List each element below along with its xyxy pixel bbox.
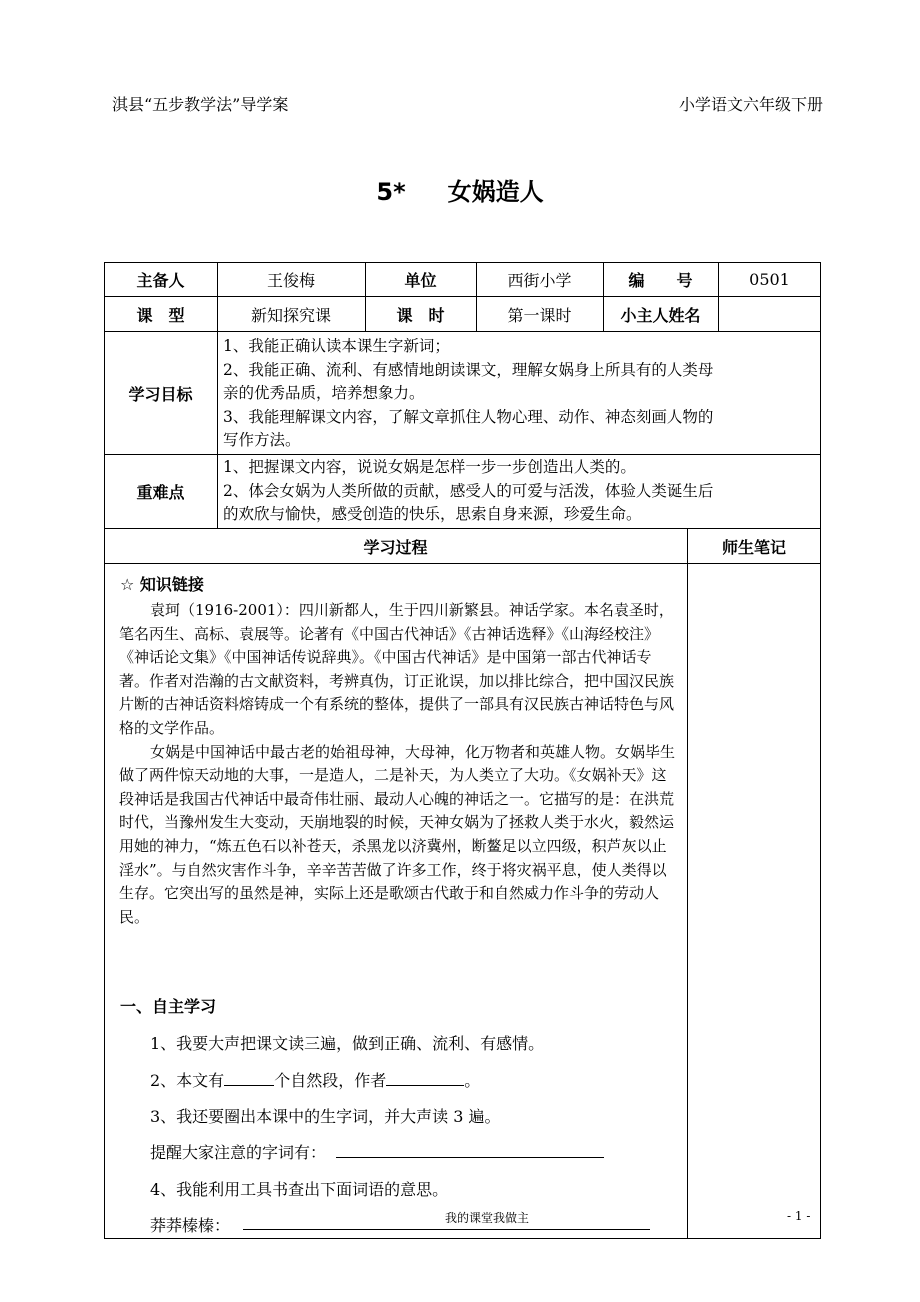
goal-line: 3、我能理解课文内容，了解文章抓住人物心理、动作、神态刻画人物的: [223, 407, 714, 426]
key-points-text: [223, 456, 819, 527]
word-meaning-blank[interactable]: [243, 1229, 650, 1230]
value-lesson-type: 新知探究课: [250, 306, 331, 325]
label-preparer: 主备人: [136, 271, 185, 290]
value-student-name[interactable]: [718, 297, 821, 332]
reminder-label: 提醒大家注意的字词有：: [150, 1143, 327, 1162]
task-paragraph-count: [150, 1068, 480, 1091]
page-number: - 1 -: [787, 1209, 811, 1223]
task-read-aloud: 1、我要大声把课文读三遍，做到正确、流利、有感情。: [150, 1034, 545, 1053]
goal-line: 2、我能正确、流利、有感情地朗读课文，理解女娲身上所具有的人类母: [223, 360, 714, 379]
row-divider: [104, 563, 821, 564]
label-unit: 单位: [404, 271, 437, 290]
task-2-suffix: 。: [464, 1071, 481, 1090]
label-lesson-type: 课 型: [136, 306, 185, 325]
label-student-name: 小主人姓名: [620, 306, 701, 325]
value-period: 第一课时: [507, 306, 572, 325]
value-unit: 西街小学: [507, 271, 572, 290]
author-blank[interactable]: [386, 1071, 464, 1086]
goal-line: 写作方法。: [223, 431, 301, 449]
task-dictionary: 4、我能利用工具书查出下面词语的意思。: [150, 1180, 449, 1199]
lesson-title: 女娲造人: [447, 178, 544, 206]
header-right: 小学语文六年级下册: [678, 95, 823, 114]
label-notes: 师生笔记: [721, 537, 786, 557]
value-preparer: 王俊梅: [266, 271, 315, 290]
knowledge-title: ☆ 知识链接: [120, 575, 204, 594]
page-title: [0, 172, 920, 207]
lesson-number: 5*: [376, 178, 406, 206]
reminder-blank[interactable]: [336, 1143, 604, 1158]
key-point-line: 2、体会女娲为人类所做的贡献，感受人的可爱与活泼，体验人类诞生后: [223, 481, 714, 500]
footer-center: 我的课堂我做主: [445, 1211, 530, 1225]
knowledge-paragraph: 女娲是中国神话中最古老的始祖母神，大母神，化万物者和英雄人物。女娲毕生做了两件惊天动地的大事，一是造人，二是补天，为人类立了大功。《女娲补天》这段神话是我国古代神话中最奇伟壮丽、最动人心魄的神话之一。它描写的是：在洪荒时代，当豫州发生大变动，天崩地裂的时候，天神女娲为了拯救人类于水火，毅然运用她的神力，“炼五色石以补苍天，杀黑龙以济冀州，断鳌足以立四级，积芦灰以止淫水”。与自然灾害作斗争，辛辛苦苦做了许多工作，终于将灾祸平息，使人类得以生存。它突出写的虽然是神，实际上还是歌颂古代敢于和自然威力作斗争的劳动人民。: [119, 742, 676, 926]
goal-line: 1、我能正确认读本课生字新词；: [223, 337, 450, 355]
task-2-prefix: 2、本文有: [150, 1071, 225, 1090]
reminder-row: [150, 1140, 604, 1163]
label-key-points: 重难点: [136, 483, 185, 502]
key-point-line: 1、把握课文内容，说说女娲是怎样一步一步创造出人类的。: [223, 458, 636, 476]
label-period: 课 时: [396, 306, 445, 325]
word-row: [150, 1213, 230, 1236]
knowledge-body: [119, 599, 681, 929]
knowledge-paragraph: 袁珂（1916-2001）：四川新都人，生于四川新繁县。神话学家。本名袁圣时，笔名丙生、高标、袁展等。论著有《中国古代神话》《古神话选释》《山海经校注》《神话论文集》《中国神话传说辞典》。《中国古代神话》是中国第一部古代神话专著。作者对浩瀚的古文献资料，考辨真伪，订正讹误，加以排比综合，把中国汉民族片断的古神话资料熔铸成一个有系统的整体，提供了一部具有汉民族古神话特色与风格的文学作品。: [119, 601, 675, 737]
label-process: 学习过程: [363, 537, 428, 557]
header-left: 淇县“五步教学法”导学案: [112, 95, 289, 114]
key-point-line: 的欢欣与愉快，感受创造的快乐，思索自身来源，珍爱生命。: [223, 505, 642, 523]
value-code: 0501: [749, 270, 790, 289]
label-goals: 学习目标: [128, 384, 193, 404]
label-code: 编 号: [628, 271, 693, 290]
task-circle-words: 3、我还要圈出本课中的生字词，并大声读 3 遍。: [150, 1107, 501, 1126]
goal-line: 亲的优秀品质，培养想象力。: [223, 384, 425, 402]
self-study-title: 一、自主学习: [120, 997, 217, 1016]
word-label: 莽莽榛榛：: [150, 1216, 231, 1235]
task-2-middle: 个自然段，作者: [274, 1071, 387, 1090]
notes-divider: [687, 528, 688, 1239]
goals-text: [223, 335, 819, 453]
paragraph-count-blank[interactable]: [224, 1071, 274, 1086]
